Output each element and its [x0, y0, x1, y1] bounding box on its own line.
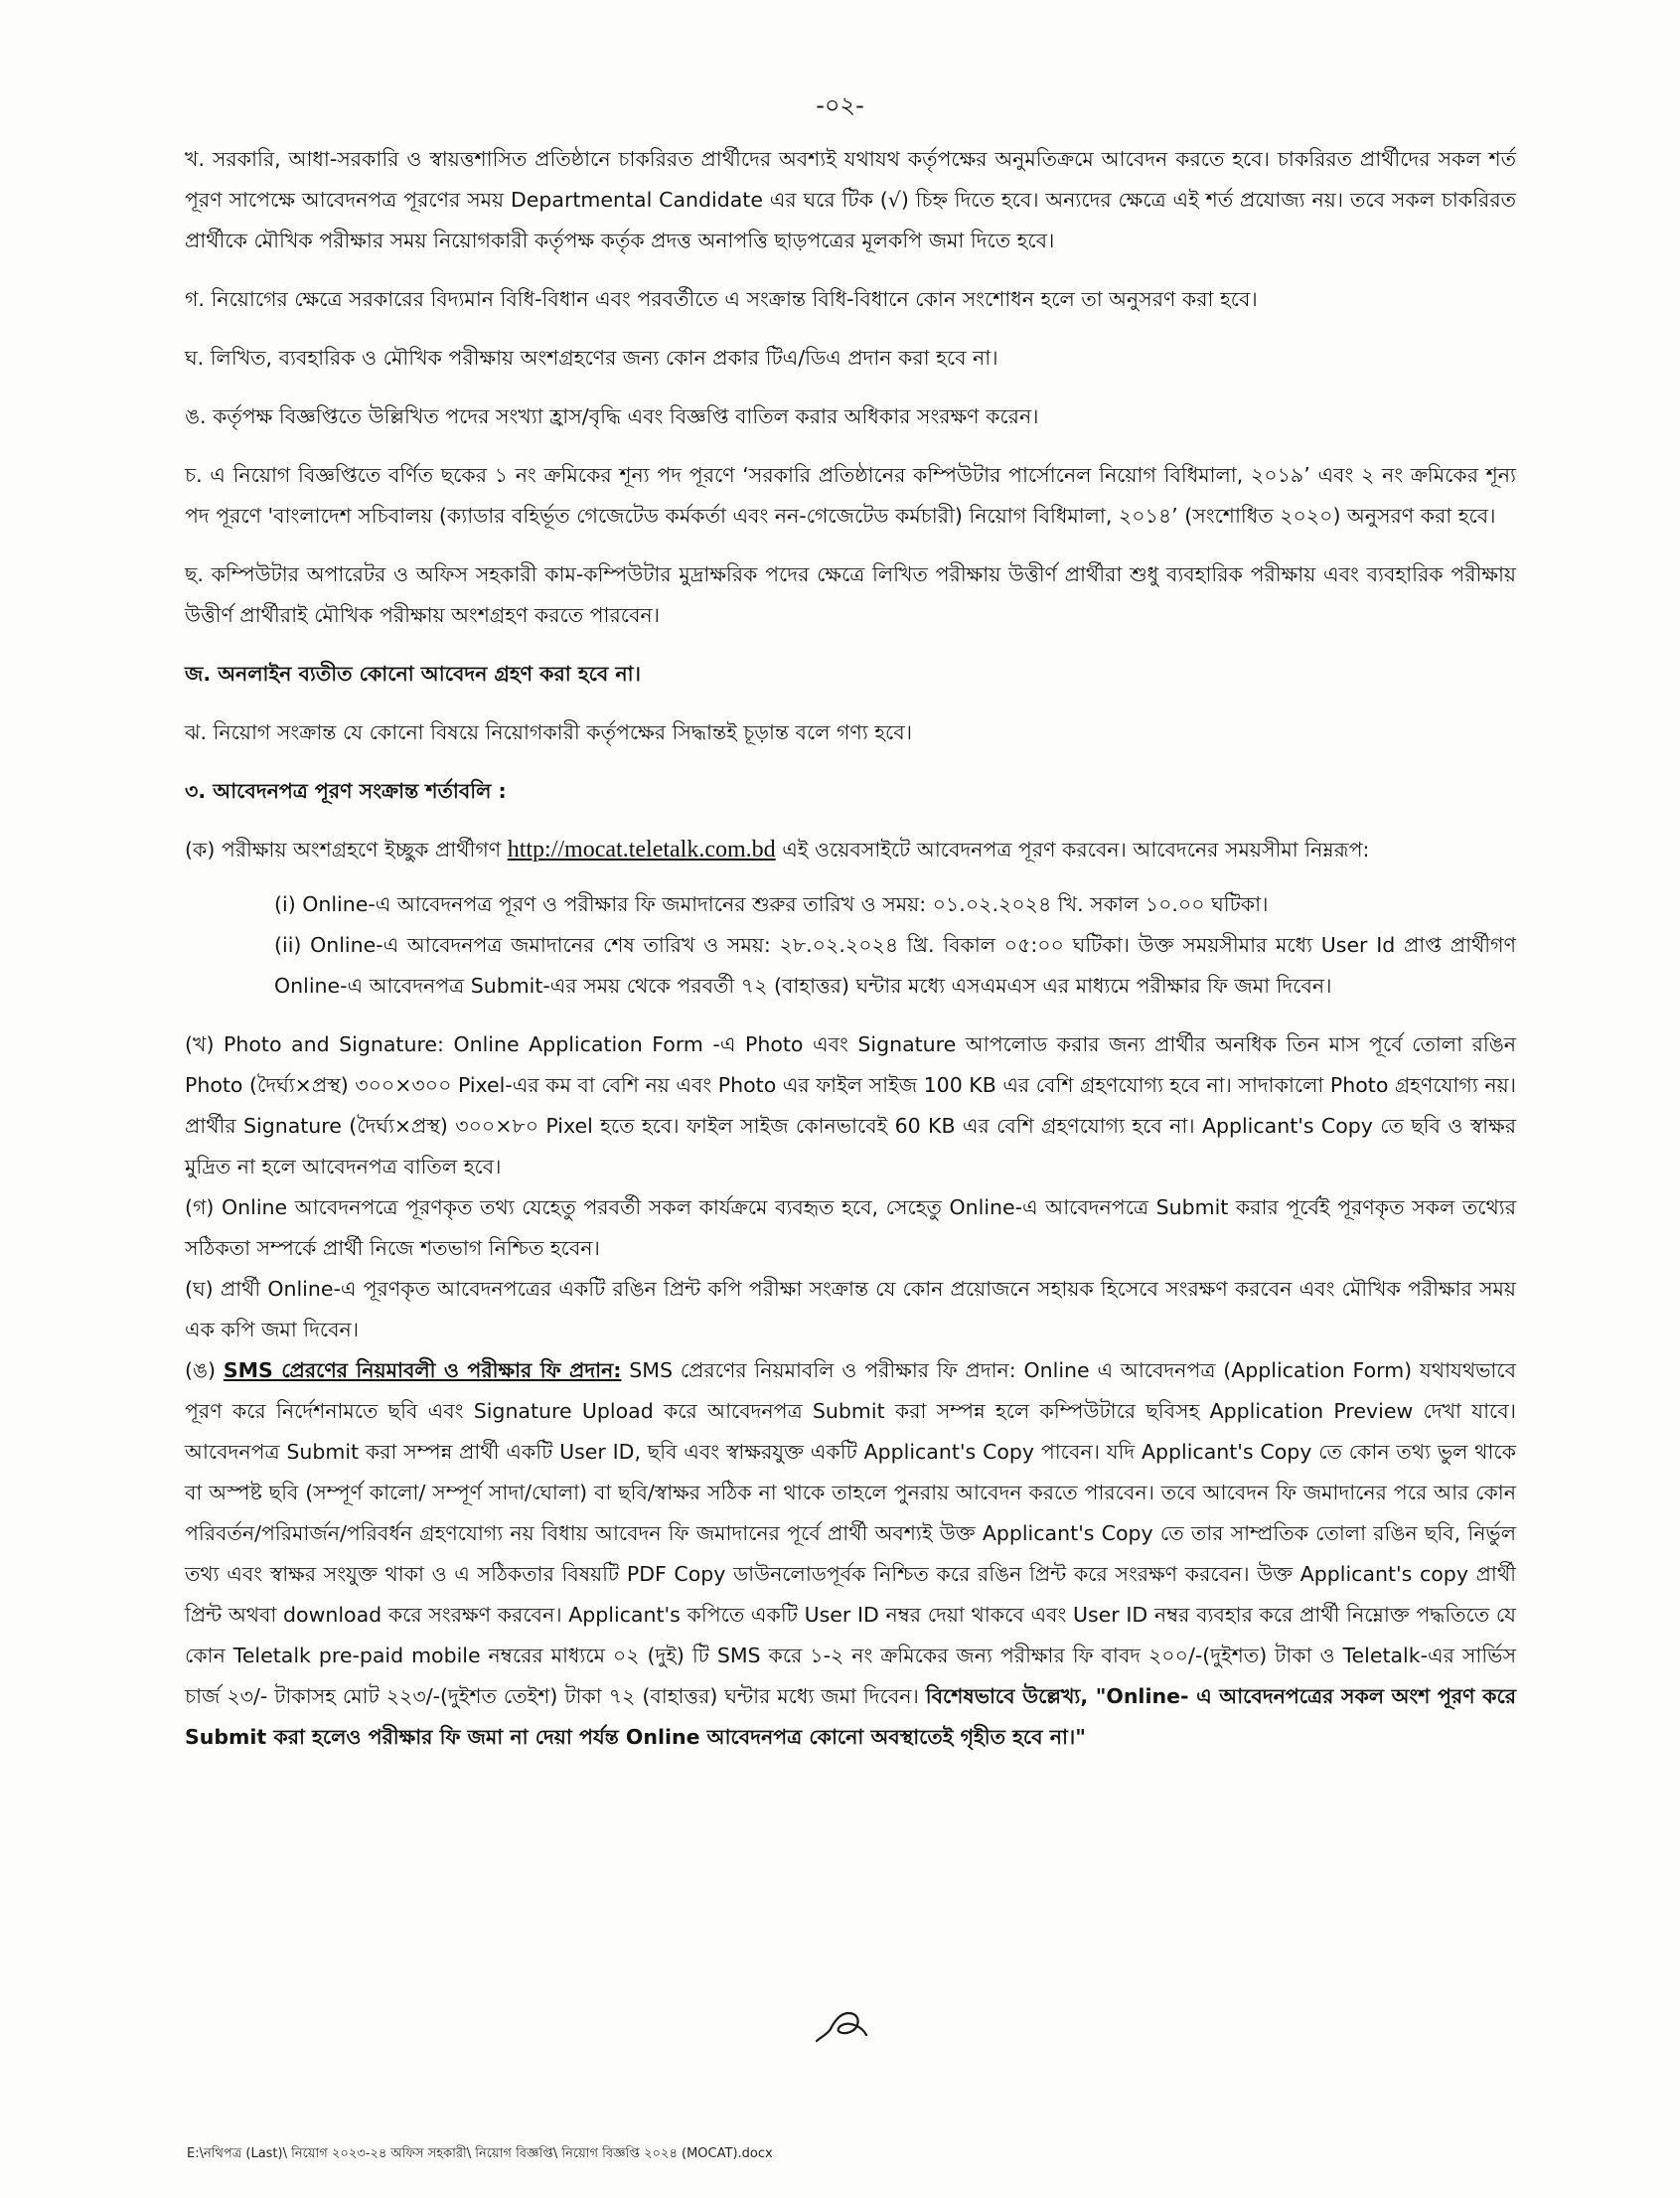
clause-cha: ছ. কম্পিউটার অপারেটর ও অফিস সহকারী কাম-কম্পিউটার মুদ্রাক্ষরিক পদের ক্ষেত্রে লিখিত পরীক্ষায় উত্তীর্ণ প্রার্থীরা শুধু ব্যবহারিক পরীক্ষায় এবং ব্যবহারিক পরীক্ষায় উত্তীর্ণ প্রার্থীরাই মৌখিক পরীক্ষায় অংশগ্রহণ করতে পারবেন। [185, 562, 1516, 627]
document-body [185, 139, 1516, 1758]
section-3-uma-note: বিশেষভাবে উল্লেখ্য, "Online- এ আবেদনপত্রের সকল অংশ পূরণ করে Submit করা হলেও পরীক্ষার ফি জমা না দেয়া পর্যন্ত Online আবেদনপত্র কোনো অবস্থাতেই গৃহীত হবে না।" [185, 1684, 1516, 1749]
signature-mark [811, 2007, 870, 2047]
page-number: -০২- [816, 91, 864, 119]
section-3-ka-prefix: (ক) পরীক্ষায় অংশগ্রহণে ইচ্ছুক প্রার্থীগণ [185, 838, 502, 862]
clause-ja: জ. অনলাইন ব্যতীত কোনো আবেদন গ্রহণ করা হবে না। [185, 662, 641, 686]
clause-ga: গ. নিয়োগের ক্ষেত্রে সরকারের বিদ্যমান বিধি-বিধান এবং পরবর্তীতে এ সংক্রান্ত বিধি-বিধানে কোন সংশোধন হলে তা অনুসরণ করা হবে। [185, 287, 1258, 311]
file-path-footer: E:\নথিপত্র (Last)\ নিয়োগ ২০২৩-২৪ অফিস সহকারী\ নিয়োগ বিজ্ঞপ্তি\ নিয়োগ বিজ্ঞপ্তি ২০২৪ (MOCAT).docx [187, 2146, 773, 2161]
section-3-heading: ৩. আবেদনপত্র পূরণ সংক্রান্ত শর্তাবলি : [185, 779, 507, 803]
section-3-ka-i: (i) Online-এ আবেদনপত্র পূরণ ও পরীক্ষার ফি জমাদানের শুরুর তারিখ ও সময়: ০১.০২.২০২৪ খি. সকাল ১০.০০ ঘটিকা। [274, 892, 1269, 916]
clause-ca: চ. এ নিয়োগ বিজ্ঞপ্তিতে বর্ণিত ছকের ১ নং ক্রমিকের শূন্য পদ পূরণে ‘সরকারি প্রতিষ্ঠানের কম্পিউটার পার্সোনেল নিয়োগ বিধিমালা, ২০১৯’ এবং ২ নং ক্রমিকের শূন্য পদ পূরণে 'বাংলাদেশ সচিবালয় (ক্যাডার বহির্ভূত গেজেটেড কর্মকর্তা এবং নন-গেজেটেড কর্মচারী) নিয়োগ বিধিমালা, ২০১৪’ (সংশোধিত ২০২০) অনুসরণ করা হবে। [185, 463, 1516, 528]
section-3-ka-suffix: এই ওয়েবসাইটে আবেদনপত্র পূরণ করবেন। আবেদনের সময়সীমা নিম্নরূপ: [782, 838, 1370, 862]
clause-gha: ঘ. লিখিত, ব্যবহারিক ও মৌখিক পরীক্ষায় অংশগ্রহণের জন্য কোন প্রকার টিএ/ডিএ প্রদান করা হবে না। [185, 346, 998, 370]
section-3-gha: (ঘ) প্রার্থী Online-এ পূরণকৃত আবেদনপত্রের একটি রঙিন প্রিন্ট কপি পরীক্ষা সংক্রান্ত যে কোন প্রয়োজনে সহায়ক হিসেবে সংরক্ষণ করবেন এবং মৌখিক পরীক্ষার সময় এক কপি জমা দিবেন। [185, 1277, 1516, 1341]
section-3-uma [185, 1350, 1516, 1758]
section-3-ka-ii: (ii) Online-এ আবেদনপত্র জমাদানের শেষ তারিখ ও সময়: ২৮.০২.২০২৪ খ্রি. বিকাল ০৫:০০ ঘটিকা। উক্ত সময়সীমার মধ্যে User Id প্রাপ্ত প্রার্থীগণ Online-এ আবেদনপত্র Submit-এর সময় থেকে পরবর্তী ৭২ (বাহাত্তর) ঘন্টার মধ্যে এসএমএস এর মাধ্যমে পরীক্ষার ফি জমা দিবেন। [274, 933, 1516, 998]
clause-uma: ঙ. কর্তৃপক্ষ বিজ্ঞপ্তিতে উল্লিখিত পদের সংখ্যা হ্রাস/বৃদ্ধি এবং বিজ্ঞপ্তি বাতিল করার অধিকার সংরক্ষণ করেন। [185, 404, 1039, 428]
clause-jha: ঝ. নিয়োগ সংক্রান্ত যে কোনো বিষয়ে নিয়োগকারী কর্তৃপক্ষের সিদ্ধান্তই চূড়ান্ত বলে গণ্য হবে। [185, 720, 913, 744]
section-3-uma-label: (ঙ) [185, 1358, 217, 1382]
section-3-uma-title: SMS প্রেরণের নিয়মাবলী ও পরীক্ষার ফি প্রদান: [223, 1358, 622, 1382]
website-link[interactable]: http://mocat.teletalk.com.bd [507, 837, 776, 863]
section-3-uma-body: SMS প্রেরণের নিয়মাবলি ও পরীক্ষার ফি প্রদান: Online এ আবেদনপত্র (Application Form) যথাযথভাবে পূরণ করে নির্দেশনামতে ছবি এবং Signature Upload করে আবেদনপত্র Submit করা সম্পন্ন হলে কম্পিউটারে ছবিসহ Application Preview দেখা যাবে। আবেদনপত্র Submit করা সম্পন্ন প্রার্থী একটি User ID, ছবি এবং স্বাক্ষরযুক্ত একটি Applicant's Copy পাবেন। যদি Applicant's Copy তে কোন তথ্য ভুল থাকে বা অস্পষ্ট ছবি (সম্পূর্ণ কালো/ সম্পূর্ণ সাদা/ঘোলা) বা ছবি/স্বাক্ষর সঠিক না থাকে তাহলে পুনরায় আবেদন করতে পারবেন। তবে আবেদন ফি জমাদানের পরে আর কোন পরিবর্তন/পরিমার্জন/পরিবর্ধন গ্রহণযোগ্য নয় বিধায় আবেদন ফি জমাদানের পূর্বে প্রার্থী অবশ্যই উক্ত Applicant's Copy তে তার সাম্প্রতিক তোলা রঙিন ছবি, নির্ভুল তথ্য এবং স্বাক্ষর সংযুক্ত থাকা ও এ সঠিকতার বিষয়টি PDF Copy ডাউনলোডপূর্বক নিশ্চিত করে রঙিন প্রিন্ট করে সংরক্ষণ করবেন। উক্ত Applicant's copy প্রার্থী প্রিন্ট অথবা download করে সংরক্ষণ করবেন। Applicant's কপিতে একটি User ID নম্বর দেয়া থাকবে এবং User ID নম্বর ব্যবহার করে প্রার্থী নিম্নোক্ত পদ্ধতিতে যে কোন Teletalk pre-paid mobile নম্বরের মাধ্যমে ০২ (দুই) টি SMS করে ১-২ নং ক্রমিকের জন্য পরীক্ষার ফি বাবদ ২০০/-(দুইশত) টাকা ও Teletalk-এর সার্ভিস চার্জ ২৩/- টাকাসহ মোট ২২৩/-(দুইশত তেইশ) টাকা ৭২ (বাহাত্তর) ঘন্টার মধ্যে জমা দিবেন। [185, 1358, 1516, 1708]
clause-kha: খ. সরকারি, আধা-সরকারি ও স্বায়ত্তশাসিত প্রতিষ্ঠানে চাকরিরত প্রার্থীদের অবশ্যই যথাযথ কর্তৃপক্ষের অনুমতিক্রমে আবেদন করতে হবে। চাকরিরত প্রার্থীদের সকল শর্ত পূরণ সাপেক্ষে আবেদনপত্র পূরণের সময় Departmental Candidate এর ঘরে টিক (√) চিহ্ন দিতে হবে। অন্যদের ক্ষেত্রে এই শর্ত প্রযোজ্য নয়। তবে সকল চাকরিরত প্রার্থীকে মৌখিক পরীক্ষার সময় নিয়োগকারী কর্তৃপক্ষ কর্তৃক প্রদত্ত অনাপত্তি ছাড়পত্রের মূলকপি জমা দিতে হবে। [185, 147, 1516, 252]
section-3-ga: (গ) Online আবেদনপত্রে পূরণকৃত তথ্য যেহেতু পরবর্তী সকল কার্যক্রমে ব্যবহৃত হবে, সেহেতু Online-এ আবেদনপত্রে Submit করার পূর্বেই পূরণকৃত সকল তথ্যের সঠিকতা সম্পর্কে প্রার্থী নিজে শতভাগ নিশ্চিত হবেন। [185, 1195, 1516, 1260]
section-3-kha: (খ) Photo and Signature: Online Application Form -এ Photo এবং Signature আপলোড করার জন্য প্রার্থীর অনধিক তিন মাস পূর্বে তোলা রঙিন Photo (দৈর্ঘ্য×প্রস্থ) ৩০০×৩০০ Pixel-এর কম বা বেশি নয় এবং Photo এর ফাইল সাইজ 100 KB এর বেশি গ্রহণযোগ্য হবে না। সাদাকালো Photo গ্রহণযোগ্য নয়। প্রার্থীর Signature (দৈর্ঘ্য×প্রস্থ) ৩০০×৮০ Pixel হতে হবে। ফাইল সাইজ কোনভাবেই 60 KB এর বেশি গ্রহণযোগ্য হবে না। Applicant's Copy তে ছবি ও স্বাক্ষর মুদ্রিত না হলে আবেদনপত্র বাতিল হবে। [185, 1032, 1516, 1178]
section-3-ka [185, 830, 1516, 870]
